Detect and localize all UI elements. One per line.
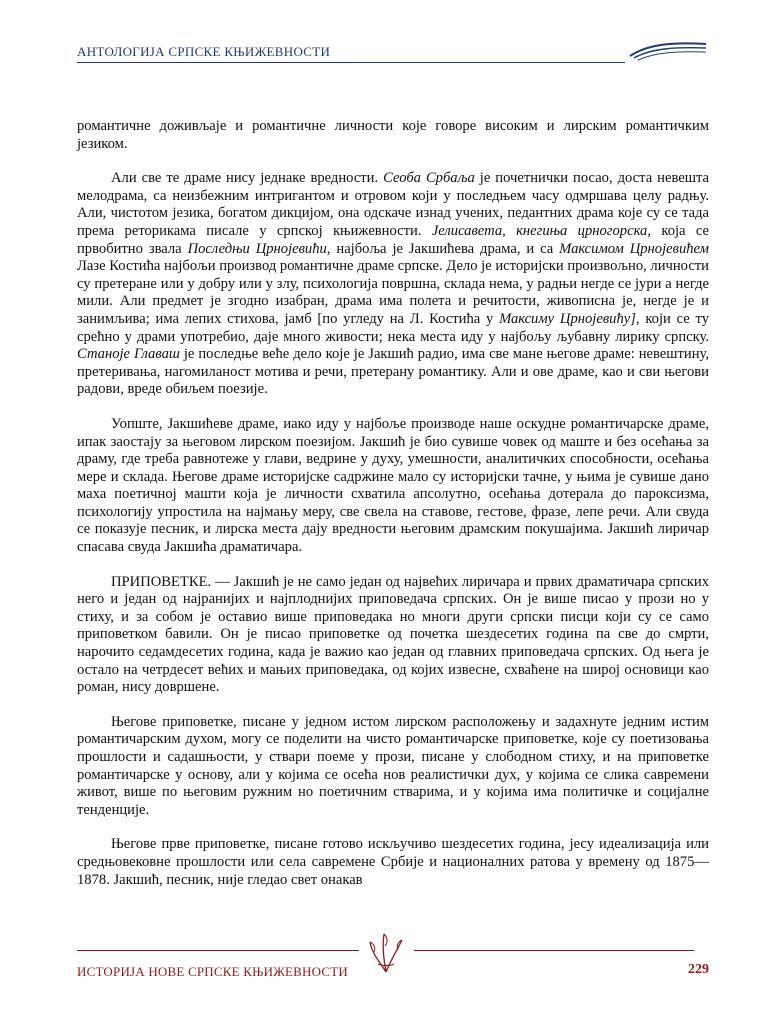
floral-flourish-icon bbox=[358, 924, 414, 980]
footer-divider-right bbox=[414, 950, 694, 951]
body-text bbox=[77, 118, 709, 889]
paragraph: романтичне доживљаје и романтичне личности које говоре високим и лирским романтичким језиком. bbox=[77, 118, 709, 152]
page-header bbox=[77, 40, 625, 63]
footer-divider-left bbox=[77, 950, 359, 951]
wave-swoosh-icon bbox=[628, 36, 708, 62]
header-title: АНТОЛОГИЈА СРПСКЕ КЊИЖЕВНОСТИ bbox=[77, 44, 331, 59]
footer-title: ИСТОРИЈА НОВЕ СРПСКЕ КЊИЖЕВНОСТИ bbox=[77, 964, 348, 979]
paragraph: Његове приповетке, писане у једном истом лирском расположењу и задахнуте једним истим романтичарским духом, могу се поделити на чисто романтичарске приповетке, које су поетизовања прошлости и садашњости, у ствари поеме у прози, писане у слободном стиху, и на приповетке романтичарске у основу, али у којима се осећа нов реалистички дух, у којима се слика савремени живот, више по његовим ружним но поетичним стварима, и у којима има политичке и социјалне тенденције. bbox=[77, 713, 709, 818]
paragraph: Његове прве приповетке, писане готово искључиво шездесетих година, јесу идеализација или средњовековне прошлости или села савремене Србије и националних ратова у времену од 1875—1878. Јакшић, песник, није гледао свет онакав bbox=[77, 836, 709, 888]
paragraph: Али све те драме нису једнаке вредности. Сеоба Србаља је почетнички посао, доста невешта мелодрама, са неизбежним интригантом и отровом који у последњем часу одмршава целу радњу. Али, чистотом језика, богатом дикцијом, она одскаче изнад учених, педантних драма које су се тада према реторикама писале у српској књижевности. Јелисавета, кнегиња црногорска, која се првобитно звала Последњи Црнојевићи, најбоља је Јакшићева драма, и са Максимом Црнојевићем Лазе Костића најбољи производ романтичне драме српске. Дело је историјски произвољно, личности су претеране или у добру или у злу, психологија површна, склада нема, у радњи негде се јури а негде мили. Али предмет је згодно изабран, драма има полета и речитости, живописна је, негде је и занимљива; има лепих стихова, јамб [по угледу на Л. Костића у Максиму Црнојевићу], који се ту срећно у драми употребио, даје много живости; нека места иду у најбољу љубавну лирику српску. Станоје Главаш је последње веће дело које је Јакшић радио, има све мане његове драме: невештину, претеривања, нагомиланост мотива и речи, претерану романтику. Али и ове драме, као и сви његови радови, вреде обиљем поезије. bbox=[77, 170, 710, 398]
paragraph: Уопште, Јакшићеве драме, иако иду у најбоље производе наше оскудне романтичарске драме, ипак заостају за његовом лирском поезијом. Јакшић је био сувише човек од маште и без осећања за драму, где треба равнотеже у глави, ведрине у духу, умешности, аналитичких способности, осећања мере и склада. Његове драме историјске садржине мало су историјски тачне, у њима је сувише дано маха поетичној машти која је личности схватила апсолутно, осећања дотерала до пароксизма, психологију упростила на најмању меру, све свела на ставове, гестове, фразе, лепе речи. Али свуда се показује песник, и лирска места дају вредности његовим драмским покушајима. Јакшић лиричар спасава свуда Јакшића драматичара. bbox=[77, 415, 709, 556]
paragraph: ПРИПОВЕТКЕ. — Јакшић је не само један од највећих лиричара и првих драматичара српских него и један од најранијих и најплоднијих приповедача српских. Он је више писао у прози но у стиху, и за собом је оставио више приповедака но многи други српски писци који су се само приповетком бавили. Он је писао приповетке од почетка шездесетих година па све до смрти, нарочито седамдесетих година, када је важио као један од главних приповедача српских. Од њега је остало на четрдесет већих и мањих приповедака, од којих извесне, схваћене на широј основици као роман, нису довршене. bbox=[77, 573, 709, 696]
page-number: 229 bbox=[688, 962, 709, 977]
